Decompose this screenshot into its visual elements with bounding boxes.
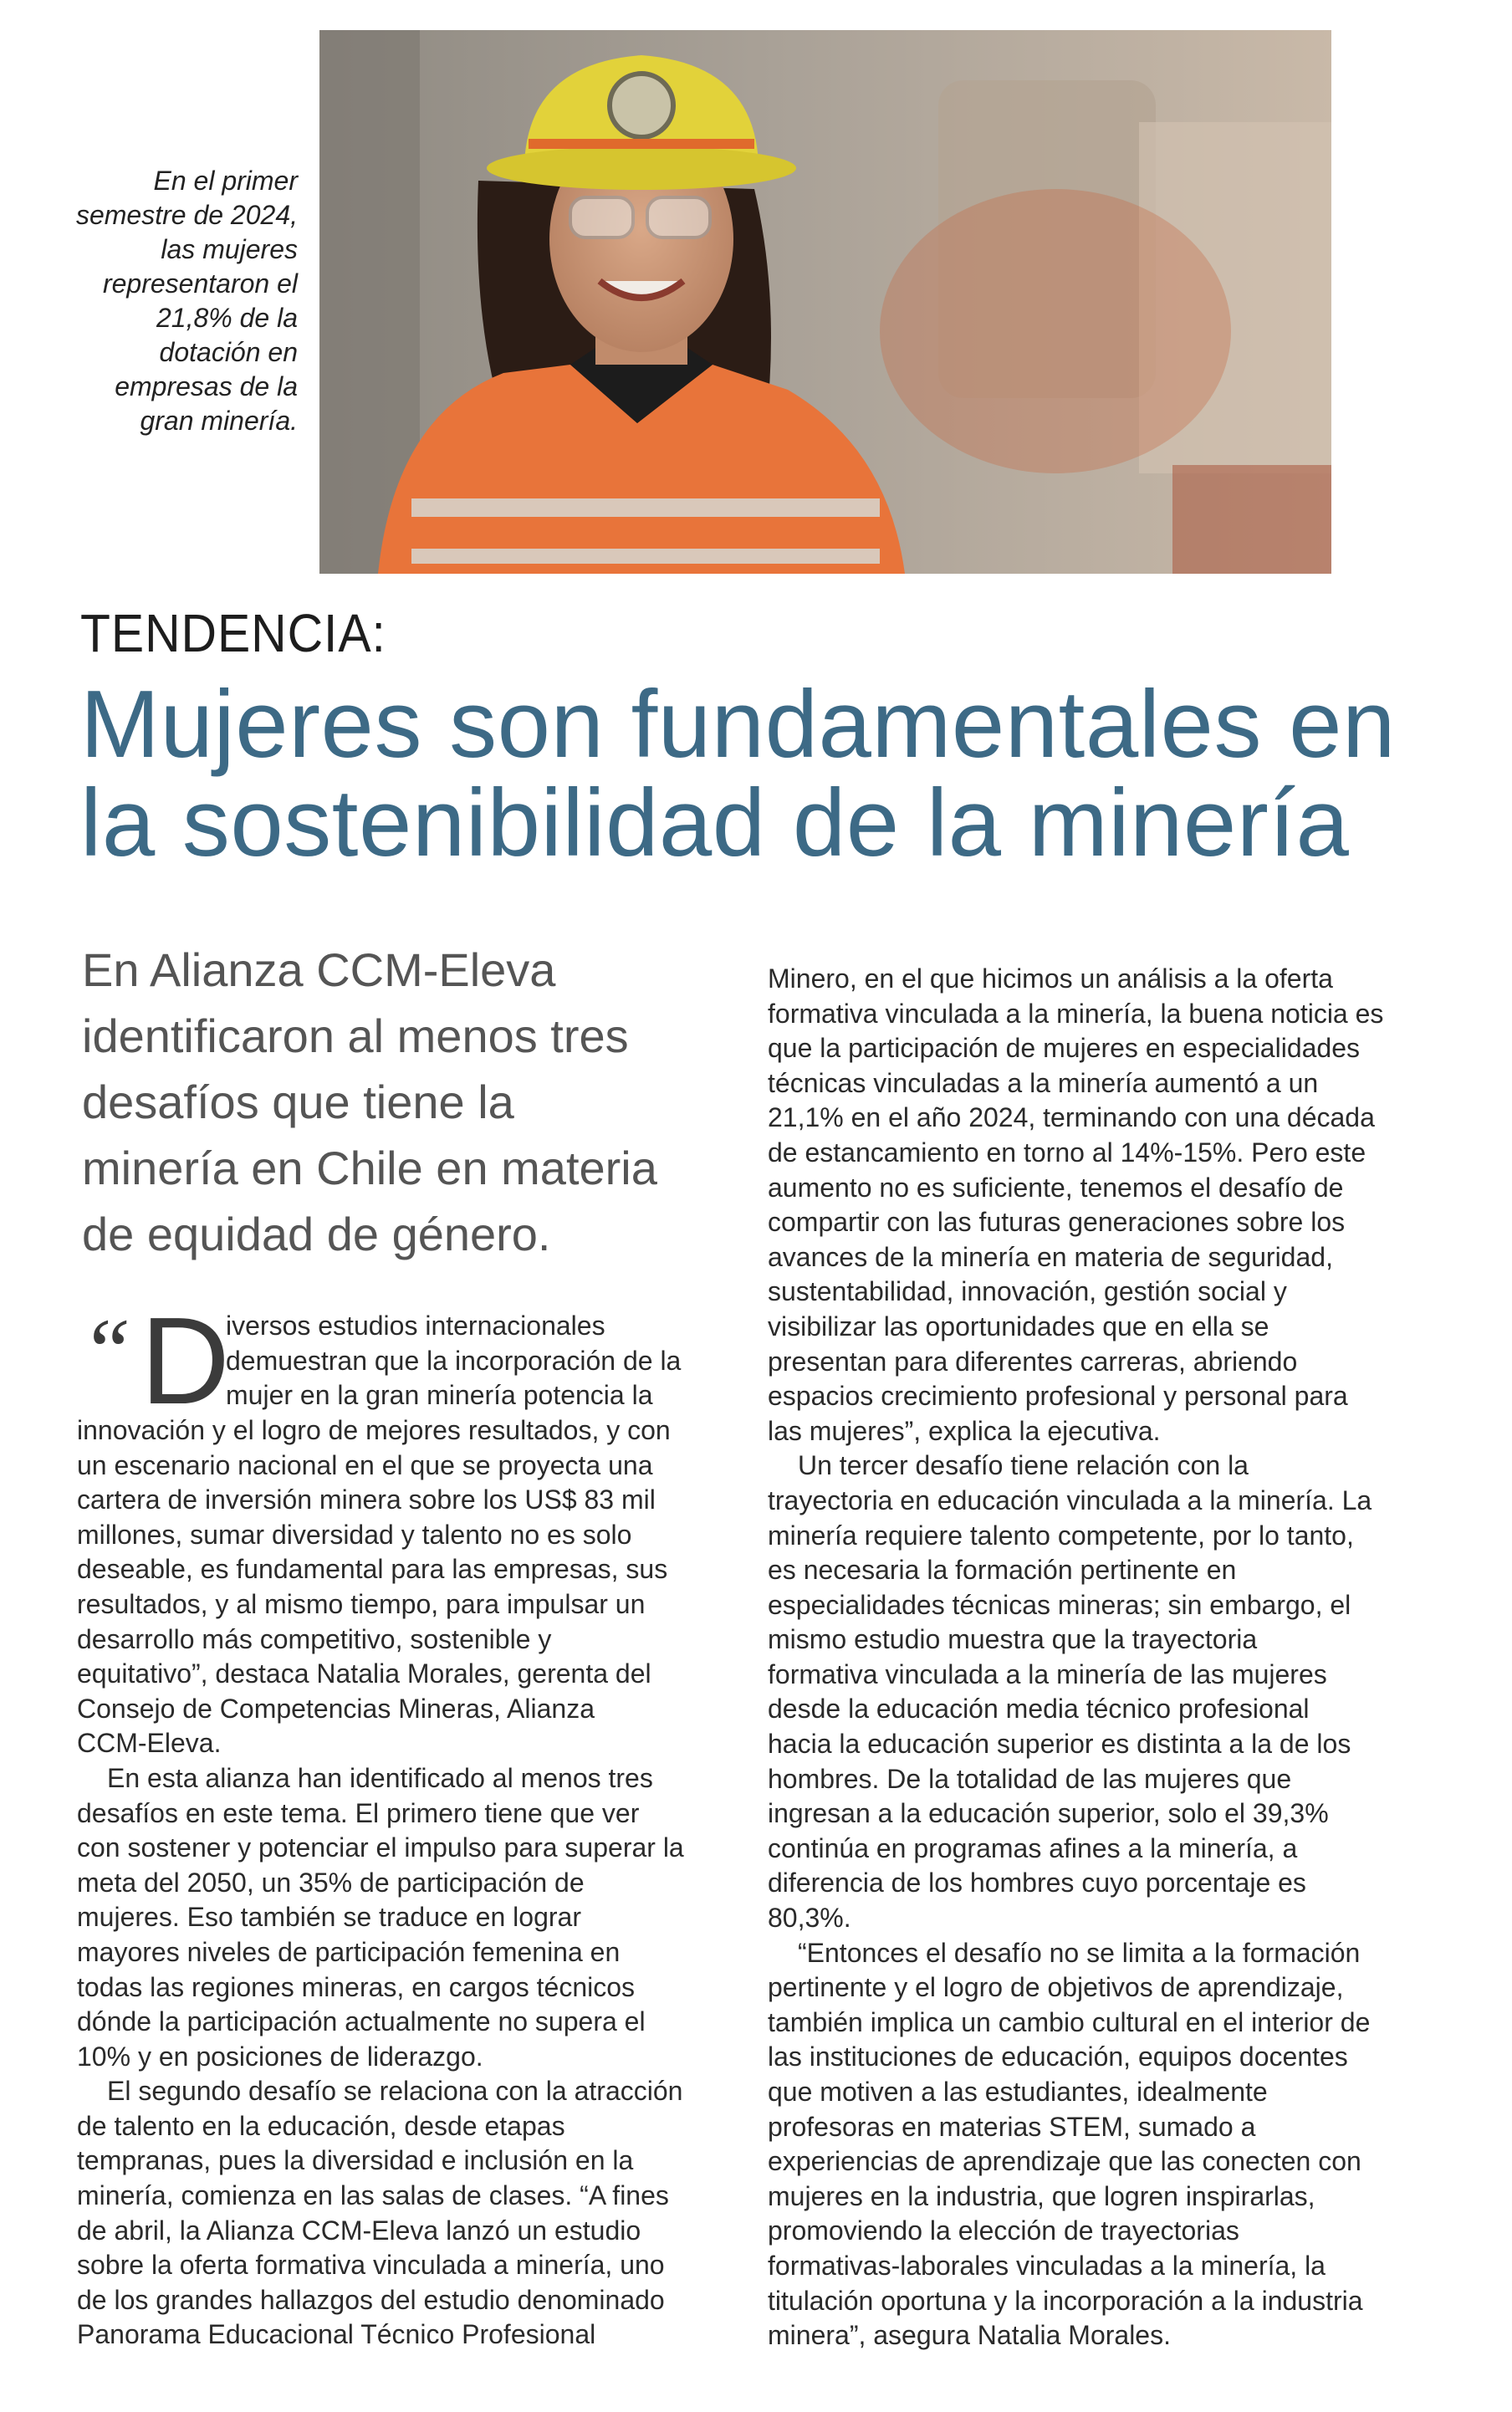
body-line: de abril, la Alianza CCM-Eleva lanzó un estudio — [77, 2215, 641, 2246]
body-line: avances de la minería en materia de seguridad, — [768, 1241, 1333, 1272]
body-line: “Entonces el desafío no se limita a la formación — [798, 1937, 1361, 1968]
body-line: con sostener y potenciar el impulso para superar la — [77, 1832, 684, 1863]
photo-caption — [33, 164, 298, 438]
body-line: técnicas vinculadas a la minería aumentó a un — [768, 1067, 1319, 1098]
body-line: formativa vinculada a la minería, la buena noticia es — [768, 998, 1384, 1029]
body-line: mujeres en la industria, que logren inspirarlas, — [768, 2180, 1315, 2211]
body-line: 80,3%. — [768, 1903, 851, 1934]
body-line: Panorama Educacional Técnico Profesional — [77, 2319, 596, 2350]
body-line: equitativo”, destaca Natalia Morales, gerenta del — [77, 1658, 651, 1689]
body-line: Un tercer desafío tiene relación con la — [798, 1450, 1249, 1481]
body-line: de talento en la educación, desde etapas — [77, 2110, 565, 2141]
lead-line: de equidad de género. — [82, 1208, 551, 1260]
caption-line: empresas de la — [115, 371, 298, 401]
body-line: hombres. De la totalidad de las mujeres que — [768, 1763, 1292, 1794]
body-line: CCM-Eleva. — [77, 1728, 222, 1759]
body-line: millones, sumar diversidad y talento no es solo — [77, 1519, 632, 1550]
body-line: desafíos en este tema. El primero tiene que ver — [77, 1797, 640, 1828]
body-line: formativas-laborales vinculadas a la minería, la — [768, 2250, 1326, 2281]
caption-line: En el primer — [153, 166, 298, 196]
body-line: aumento no es suficiente, tenemos el desafío de — [768, 1172, 1344, 1203]
body-line: sustentabilidad, innovación, gestión social y — [768, 1276, 1287, 1307]
body-line: especialidades técnicas mineras; sin embargo, el — [768, 1589, 1351, 1620]
headline-line-2: la sostenibilidad de la minería — [80, 770, 1350, 876]
caption-line: 21,8% de la — [156, 303, 298, 333]
section-kicker: TENDENCIA: — [80, 603, 386, 663]
body-line: minería requiere talento competente, por lo tanto, — [768, 1520, 1354, 1551]
body-line: trayectoria en educación vinculada a la minería. La — [768, 1485, 1372, 1515]
body-line: que motiven a las estudiantes, idealmente — [768, 2077, 1268, 2107]
opening-quote-mark: “ — [80, 1300, 132, 1402]
body-line: 21,1% en el año 2024, terminando con una década — [768, 1102, 1375, 1133]
caption-line: las mujeres — [161, 234, 298, 264]
body-line: iversos estudios internacionales — [226, 1311, 605, 1341]
body-line: hacia la educación superior es distinta a la de los — [768, 1729, 1351, 1760]
body-line: promoviendo la elección de trayectorias — [768, 2215, 1239, 2246]
body-line: espacios crecimiento profesional y personal para — [768, 1381, 1348, 1412]
body-line: mujer en la gran minería potencia la — [226, 1380, 653, 1411]
body-line: tempranas, pues la diversidad e inclusión en la — [77, 2145, 634, 2176]
body-line: que la participación de mujeres en especialidades — [768, 1033, 1360, 1064]
body-line: todas las regiones mineras, en cargos técnicos — [77, 1971, 636, 2002]
body-line: formativa vinculada a la minería de las mujeres — [768, 1658, 1327, 1689]
article-column-1 — [77, 1413, 723, 2353]
body-line: pertinente y el logro de objetivos de aprendizaje, — [768, 1972, 1344, 2003]
body-line: es necesaria la formación pertinente en — [768, 1555, 1237, 1586]
body-line: experiencias de aprendizaje que las conecten con — [768, 2146, 1361, 2177]
body-line: continúa en programas afines a la minería, a — [768, 1832, 1298, 1863]
body-line: diferencia de los hombres cuyo porcentaje es — [768, 1868, 1306, 1898]
body-line: visibilizar las oportunidades que en ella se — [768, 1311, 1269, 1341]
body-line: desarrollo más competitivo, sostenible y — [77, 1623, 552, 1654]
body-line: cartera de inversión minera sobre los US$ 83 mil — [77, 1485, 656, 1515]
caption-line: semestre de 2024, — [75, 200, 298, 230]
body-line: demuestran que la incorporación de la — [226, 1345, 682, 1376]
body-line: ingresan a la educación superior, solo el 39,3% — [768, 1798, 1329, 1829]
caption-line: gran minería. — [140, 406, 298, 436]
body-line: minería, comienza en las salas de clases. “A fines — [77, 2180, 669, 2211]
body-line: titulación oportuna y la incorporación a la industria — [768, 2285, 1363, 2316]
body-line: Minero, en el que hicimos un análisis a la oferta — [768, 963, 1333, 994]
drop-cap: D — [140, 1292, 230, 1430]
body-line: mismo estudio muestra que la trayectoria — [768, 1624, 1258, 1655]
body-line: meta del 2050, un 35% de participación de — [77, 1867, 585, 1898]
article-headline — [80, 672, 1469, 876]
body-line: innovación y el logro de mejores resultados, y con — [77, 1415, 671, 1445]
body-line: Consejo de Competencias Mineras, Alianza — [77, 1693, 595, 1724]
caption-line: dotación en — [159, 337, 298, 367]
body-line: también implica un cambio cultural en el interior de — [768, 2006, 1371, 2037]
body-line: dónde la participación actualmente no supera el — [77, 2006, 646, 2037]
lead-line: minería en Chile en materia — [82, 1142, 657, 1194]
body-line: las instituciones de educación, equipos docentes — [768, 2042, 1348, 2072]
caption-line: representaron el — [102, 268, 298, 299]
headline-line-1: Mujeres son fundamentales en — [80, 672, 1396, 778]
body-line: desde la educación media técnico profesional — [768, 1694, 1310, 1725]
body-line: compartir con las futuras generaciones sobre los — [768, 1207, 1346, 1238]
body-line: deseable, es fundamental para las empresas, sus — [77, 1554, 668, 1585]
body-line: minera”, asegura Natalia Morales. — [768, 2320, 1171, 2351]
lead-line: desafíos que tiene la — [82, 1076, 514, 1128]
body-line: mujeres. Eso también se traduce en lograr — [77, 1902, 581, 1933]
body-line: En esta alianza han identificado al menos tres — [107, 1762, 653, 1793]
woman-miner-photo — [319, 30, 1331, 574]
body-line: un escenario nacional en el que se proyecta una — [77, 1449, 653, 1480]
body-line: de estancamiento en torno al 14%-15%. Pero este — [768, 1137, 1366, 1168]
body-line: las mujeres”, explica la ejecutiva. — [768, 1415, 1161, 1446]
article-first-lines — [226, 1309, 721, 1413]
body-line: presentan para diferentes carreras, abriendo — [768, 1346, 1298, 1377]
body-line: de los grandes hallazgos del estudio denominado — [77, 2284, 665, 2315]
article-column-2 — [768, 962, 1412, 2353]
body-line: 10% y en posiciones de liderazgo. — [77, 2041, 483, 2072]
body-line: mayores niveles de participación femenina en — [77, 1936, 621, 1967]
article-lead — [82, 937, 743, 1267]
body-line: El segundo desafío se relaciona con la atracción — [107, 2076, 683, 2107]
body-line: profesoras en materias STEM, sumado a — [768, 2111, 1256, 2142]
lead-line: En Alianza CCM-Eleva — [82, 943, 556, 996]
body-line: resultados, y al mismo tiempo, para impulsar un — [77, 1588, 646, 1619]
lead-line: identificaron al menos tres — [82, 1009, 629, 1062]
body-line: sobre la oferta formativa vinculada a minería, uno — [77, 2250, 665, 2281]
